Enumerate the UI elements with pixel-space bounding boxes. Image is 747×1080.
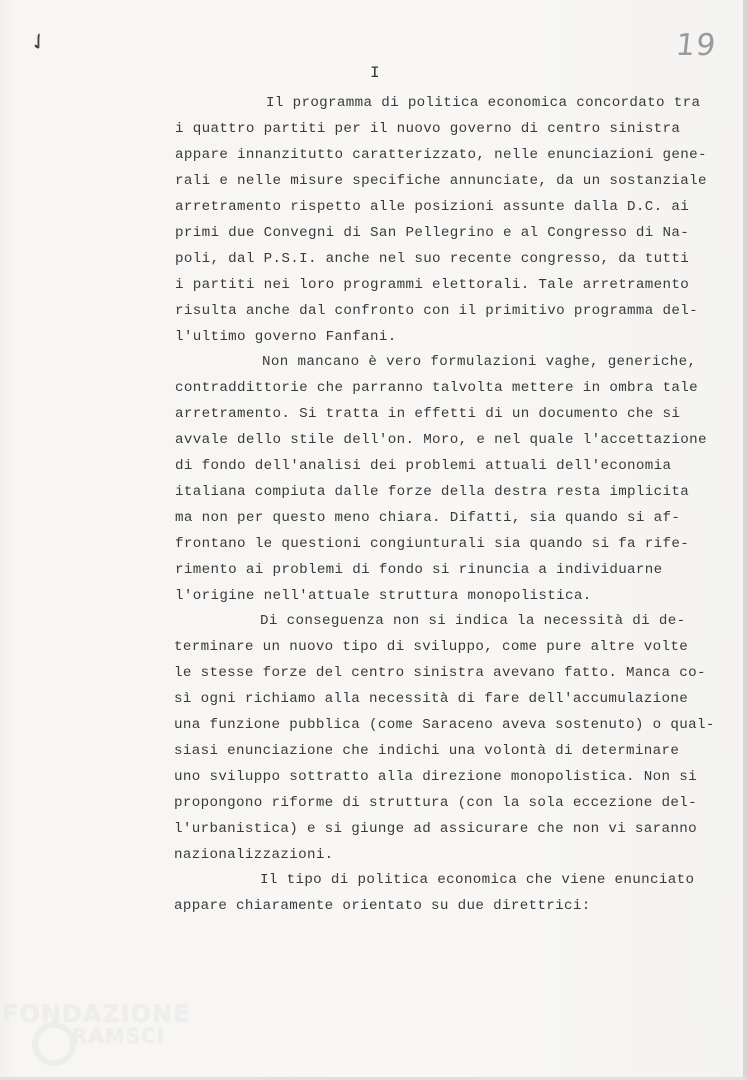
text-line: propongono riforme di struttura (con la sola eccezione del-	[174, 795, 697, 811]
text-line: sì ogni richiamo alla necessità di fare dell'accumulazione	[174, 691, 689, 707]
text-line: una funzione pubblica (come Saraceno aveva sostenuto) o qual-	[174, 717, 715, 733]
fondazione-gramsci-watermark	[2, 996, 192, 1076]
text-line: italiana compiuta dalle forze della destra resta implicita	[175, 484, 690, 500]
text-line: l'origine nell'attuale struttura monopolistica.	[175, 588, 592, 604]
text-line: Il tipo di politica economica che viene enunciato	[260, 872, 695, 888]
text-line: appare innanzitutto caratterizzato, nelle enunciazioni gene-	[175, 147, 707, 163]
text-line: terminare un nuovo tipo di sviluppo, come pure altre volte	[174, 639, 689, 655]
text-line: rali e nelle misure specifiche annunciate, da un sostanziale	[175, 173, 707, 189]
text-line: avvale dello stile dell'on. Moro, e nel quale l'accettazione	[175, 432, 707, 448]
text-line: arretramento rispetto alle posizioni assunte dalla D.C. ai	[175, 199, 690, 215]
text-line: rimento ai problemi di fondo si rinuncia a individuarne	[175, 562, 663, 578]
text-line: contraddittorie che parranno talvolta mettere in ombra tale	[175, 380, 698, 396]
text-line: risulta anche dal confronto con il primitivo programma del-	[175, 303, 698, 319]
text-line: i quattro partiti per il nuovo governo di centro sinistra	[175, 121, 681, 137]
text-line: di fondo dell'analisi dei problemi attuali dell'economia	[175, 458, 672, 474]
watermark-line2: RAMSCI	[72, 1024, 166, 1048]
text-line: appare chiaramente orientato su due direttrici:	[174, 898, 591, 914]
text-line: le stesse forze del centro sinistra avevano fatto. Manca co-	[174, 665, 706, 681]
handwritten-corner-mark: ✓	[24, 26, 54, 59]
text-line: l'urbanistica) e si giunge ad assicurare che non vi saranno	[174, 821, 697, 837]
text-line: frontano le questioni congiunturali sia quando si fa rife-	[175, 536, 690, 552]
text-line: l'ultimo governo Fanfani.	[175, 329, 397, 345]
text-line: nazionalizzazioni.	[174, 847, 334, 863]
section-heading: I	[370, 64, 380, 82]
text-line: primi due Convegni di San Pellegrino e al Congresso di Na-	[175, 225, 690, 241]
text-line: Di conseguenza non si indica la necessità di de-	[260, 613, 686, 629]
page-edge-right	[743, 0, 747, 1080]
text-line: i partiti nei loro programmi elettorali. Tale arretramento	[175, 277, 690, 293]
watermark-g-logo-icon	[32, 1022, 76, 1066]
text-line: ma non per questo meno chiara. Difatti, sia quando si af-	[175, 510, 681, 526]
watermark-line1: FONDAZIONE	[2, 1000, 191, 1028]
text-line: arretramento. Si tratta in effetti di un documento che si	[175, 406, 681, 422]
text-line: Il programma di politica economica concordato tra	[266, 95, 701, 111]
text-line: poli, dal P.S.I. anche nel suo recente congresso, da tutti	[175, 251, 690, 267]
text-line: Non mancano è vero formulazioni vaghe, generiche,	[262, 354, 697, 370]
handwritten-page-number: 19	[674, 28, 719, 63]
text-line: siasi enunciazione che indichi una volontà di determinare	[174, 743, 680, 759]
text-line: uno sviluppo sottratto alla direzione monopolistica. Non si	[174, 769, 697, 785]
